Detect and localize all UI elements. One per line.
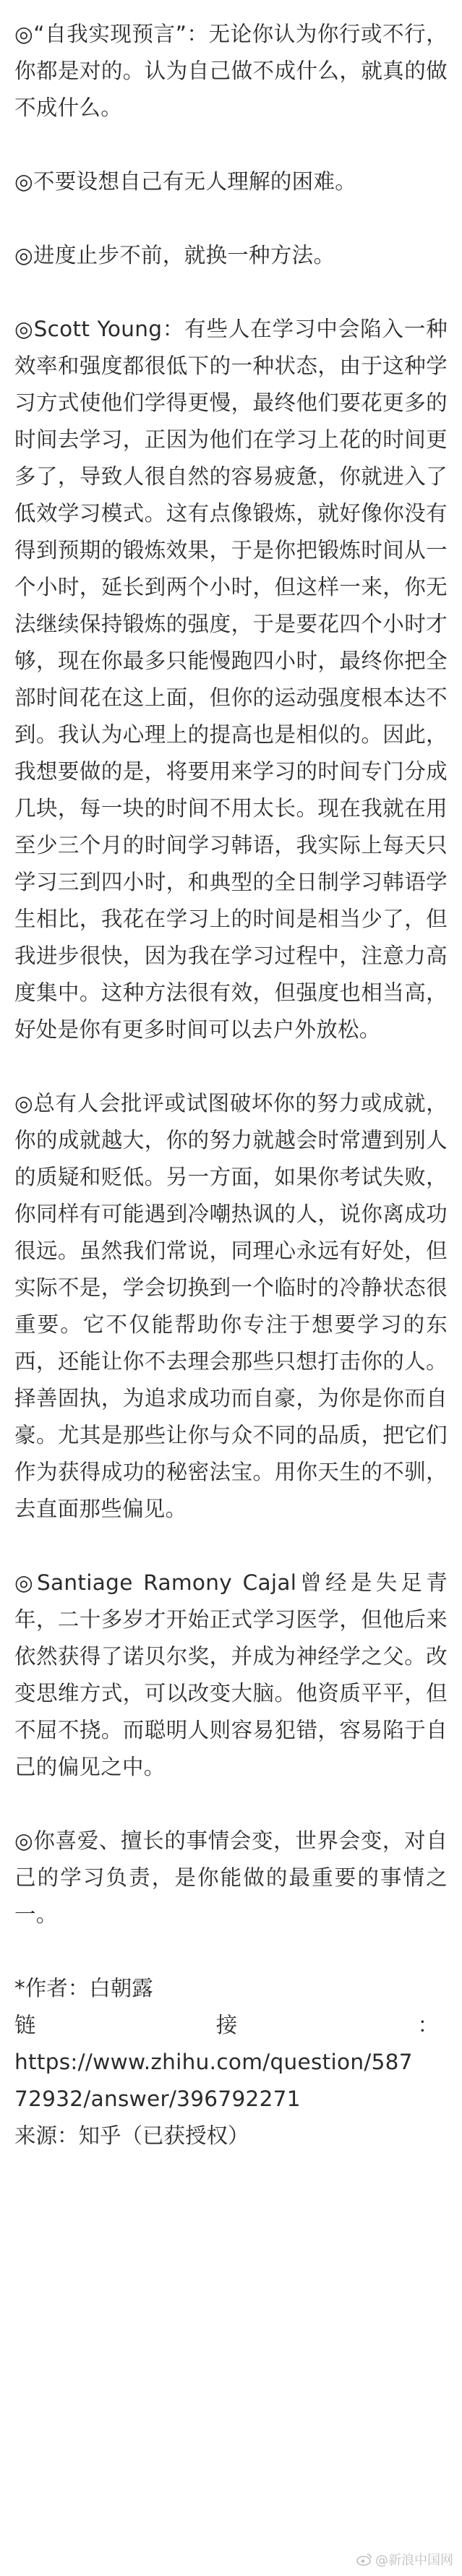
watermark: [356, 2550, 453, 2569]
link-label-line: [14, 2007, 448, 2044]
paragraph-gap: [14, 1528, 448, 1565]
author-label: *作者：: [14, 1976, 90, 2001]
paragraph-no-unique-difficulty: ◎不要设想自己有无人理解的困难。: [14, 169, 357, 194]
paragraph-cajal: ◎Santiage Ramony Cajal曾经是失足青年，二十多岁才开始正式学习医学，但他后来依然获得了诺贝尔奖，并成为神经学之父。改变思维方式，可以改变大脑。他资质平平，但不屈不挠。而聪明人则容易犯错，容易陷于自己的偏见之中。: [14, 1570, 448, 1779]
watermark-text: @新浪中国网: [375, 2553, 453, 2568]
paragraph-gap: [14, 1786, 448, 1823]
author-name: 白朝露: [89, 1976, 153, 2001]
credits-block: [14, 1970, 448, 2154]
paragraph-gap: [14, 200, 448, 237]
paragraph-criticism: ◎总有人会批评或试图破坏你的努力或成就，你的成就越大，你的努力就越会时常遭到别人的质疑和贬低。另一方面，如果你考试失败，你同样有可能遇到冷嘲热讽的人，说你离成功很远。虽然我们常说，同理心永远有好处，但实际不是，学会切换到一个临时的冷静状态很重要。它不仅能帮助你专注于想要学习的东西，还能让你不去理会那些只想打击你的人。择善固执，为追求成功而自豪，为你是你而自豪。尤其是那些让你与众不同的品质，把它们作为获得成功的秘密法宝。用你天生的不驯，去直面那些偏见。: [14, 1091, 448, 1521]
link-label-2: 接: [215, 2013, 238, 2037]
paragraph-change-method: ◎进度止步不前，就换一种方法。: [14, 243, 335, 268]
link-label: 链: [14, 2013, 36, 2037]
paragraph-responsibility: ◎你喜爱、擅长的事情会变，世界会变，对自己的学习负责，是你能做的最重要的事情之一。: [14, 1828, 448, 1927]
weibo-icon: [356, 2553, 372, 2566]
paragraph-gap: [14, 1933, 448, 1970]
link-colon: ：: [417, 2013, 439, 2037]
paragraph-gap: [14, 1048, 448, 1085]
url-line-2[interactable]: 72932/answer/396792271: [14, 2087, 301, 2111]
paragraph-self-fulfilling-prophecy: ◎“自我实现预言”：无论你认为你行或不行，你都是对的。认为自己做不成什么，就真的做不成什么。: [14, 22, 448, 120]
author-line: [14, 1970, 448, 2007]
paragraph-gap: [14, 274, 448, 311]
paragraph-scott-young: ◎Scott Young：有些人在学习中会陷入一种效率和强度都很低下的一种状态，由于这种学习方式使他们学得更慢，最终他们要花更多的时间去学习，正因为他们在学习上花的时间更多了，导致人很自然的容易疲惫，你就进入了低效学习模式。这有点像锻炼，就好像你没有得到预期的锻炼效果，于是你把锻炼时间从一个小时，延长到两个小时，但这样一来，你无法继续保持锻炼的强度，于是要花四个小时才够，现在你最多只能慢跑四小时，最终你把全部时间花在这上面，但你的运动强度根本达不到。我认为心理上的提高也是相似的。因此，我想要做的是，将要用来学习的时间专门分成几块，每一块的时间不用太长。现在我就在用至少三个月的时间学习韩语，我实际上每天只学习三到四小时，和典型的全日制学习韩语学生相比，我花在学习上的时间是相当少了，但我进步很快，因为我在学习过程中，注意力高度集中。这种方法很有效，但强度也相当高，好处是你有更多时间可以去户外放松。: [14, 317, 448, 1042]
url-line-1[interactable]: https://www.zhihu.com/question/587: [14, 2050, 413, 2074]
paragraph-gap: [14, 127, 448, 163]
source-line: 来源：知乎（已获授权）: [14, 2123, 249, 2148]
